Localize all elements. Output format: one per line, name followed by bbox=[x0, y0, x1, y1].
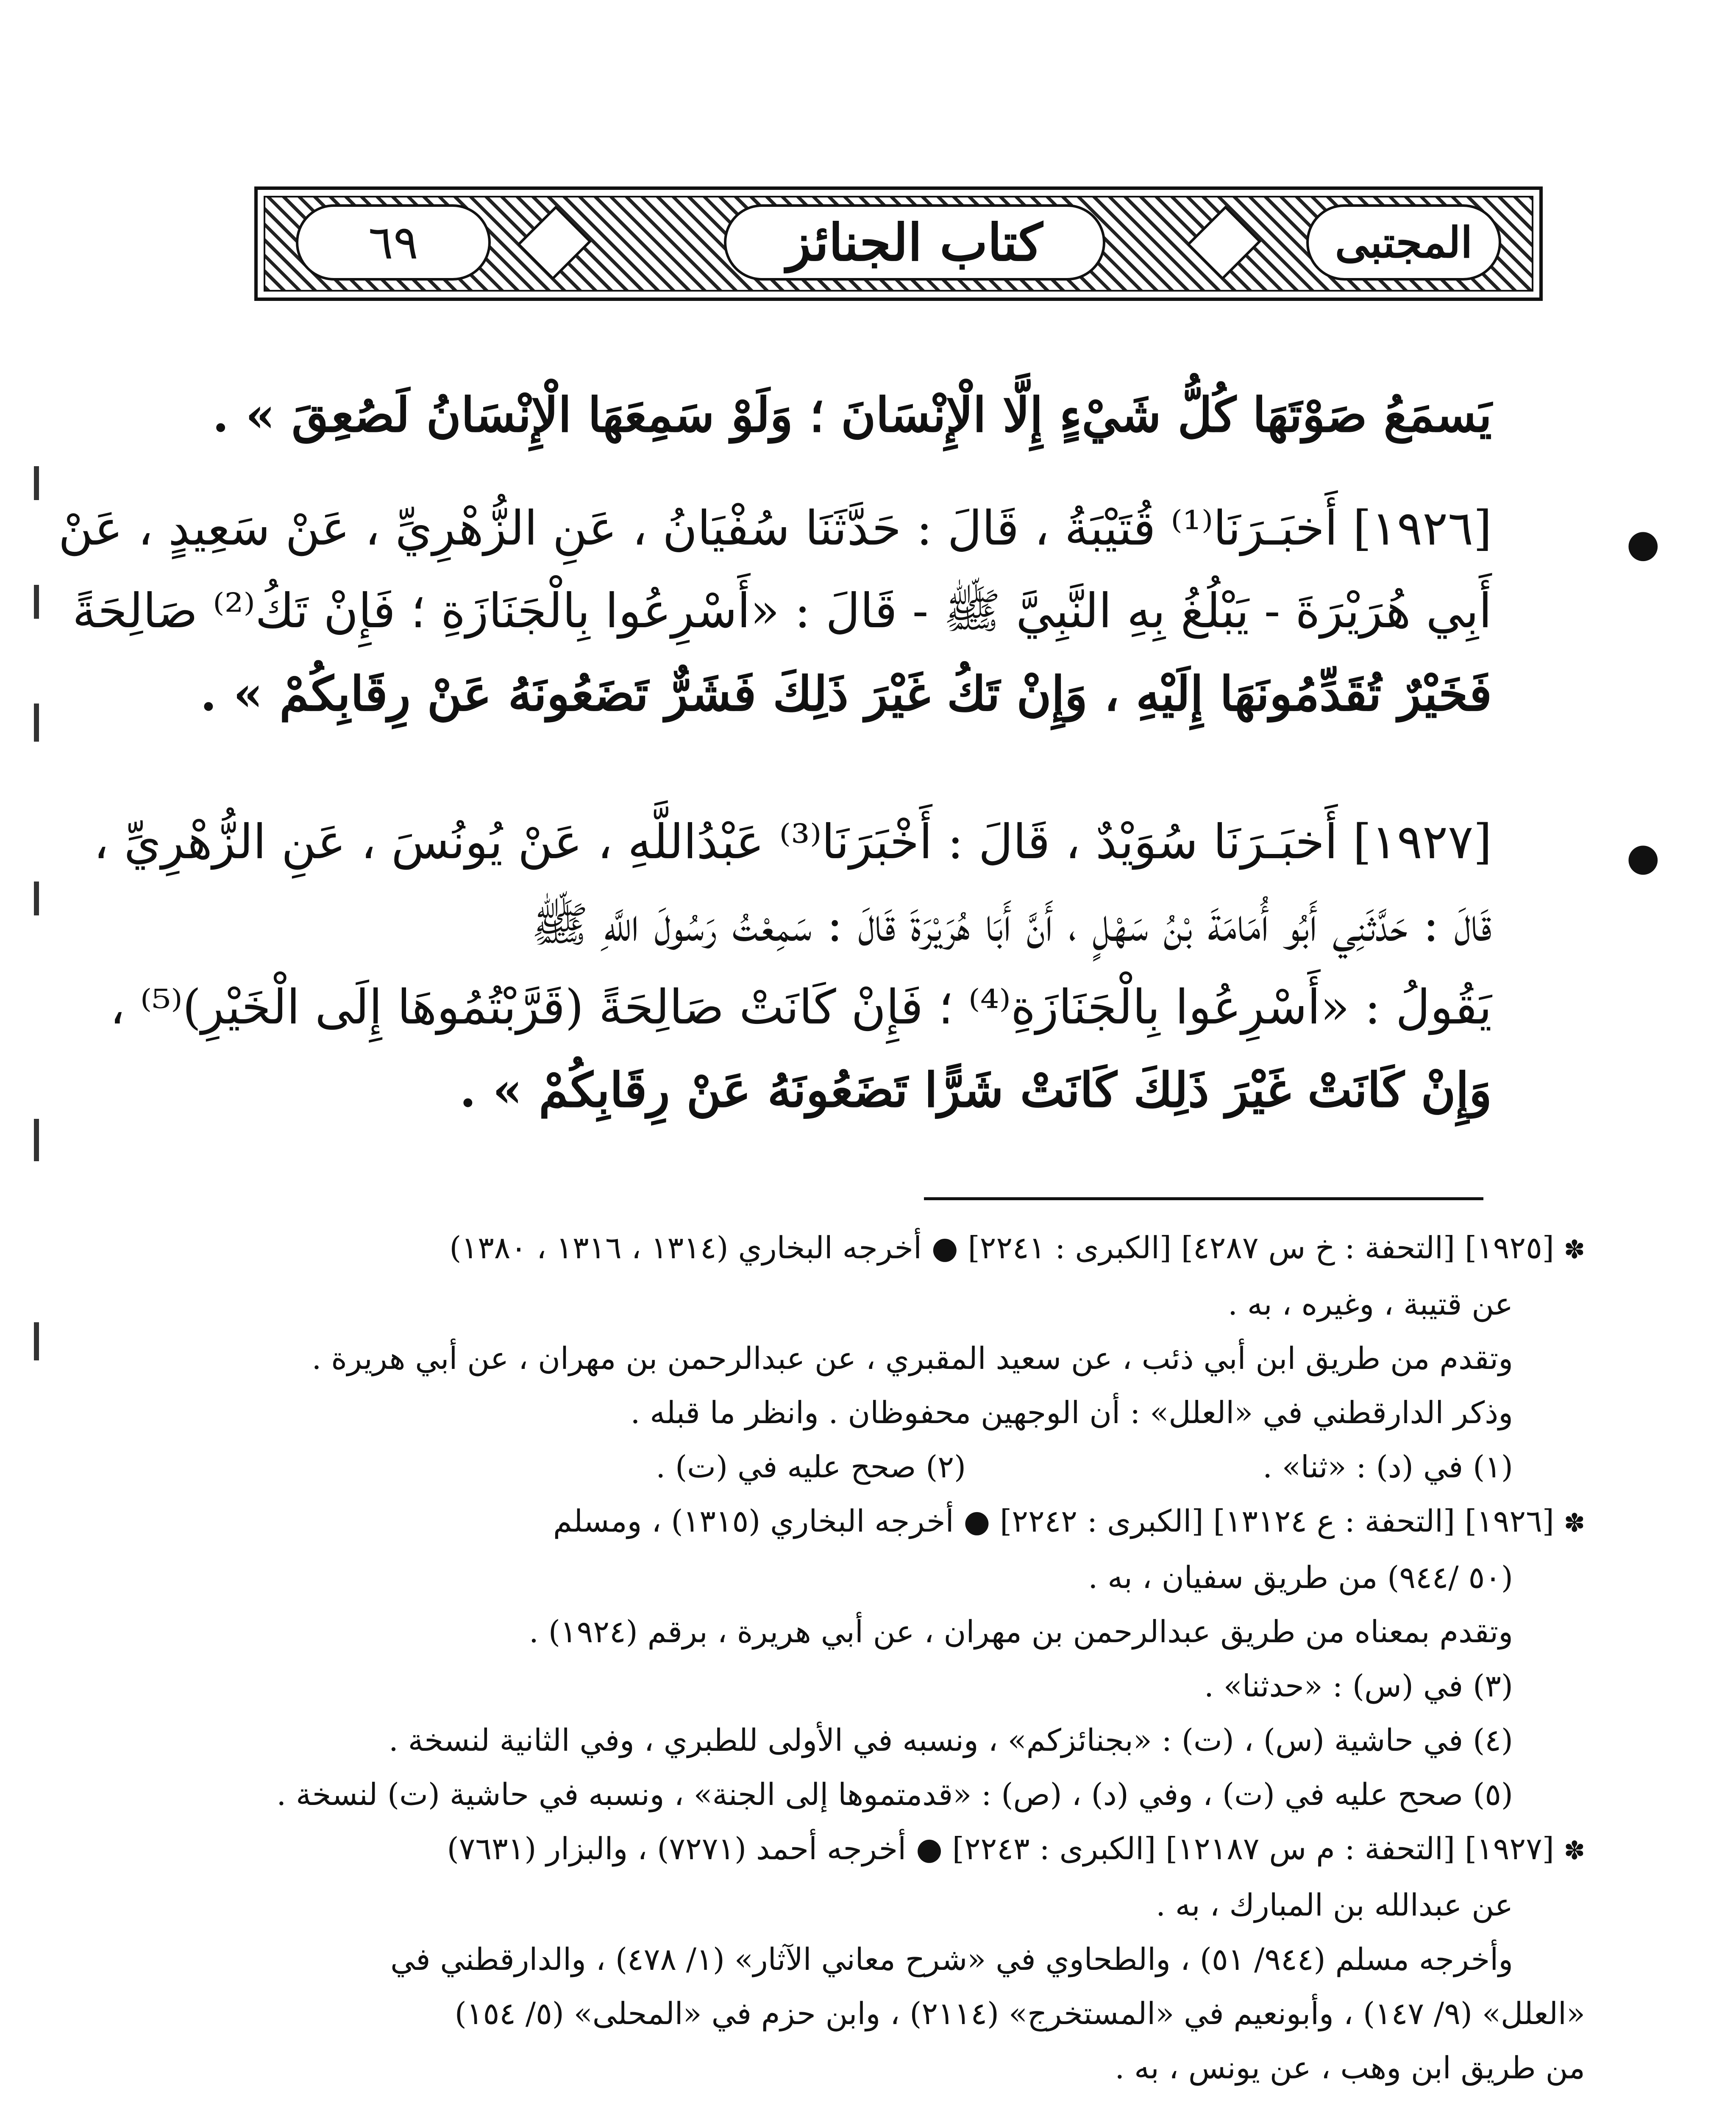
scan-mark bbox=[34, 704, 39, 742]
hadith-line: فَخَيْرٌ تُقَدِّمُونَهَا إِلَيْهِ ، وَإِنْ تَكُ غَيْرَ ذَلِكَ فَشَرٌّ تَضَعُونَهُ عَنْ رِقَابِكُمْ » . bbox=[200, 666, 1492, 722]
hadith-line: أَبِي هُرَيْرَةَ - يَبْلُغُ بِهِ النَّبِيَّ ﷺ - قَالَ : «أَسْرِعُوا بِالْجَنَازَةِ ؛ فَإِنْ تَكُ⁽²⁾ صَالِحَةً bbox=[72, 584, 1492, 639]
footnote-line: وذكر الدارقطني في «العلل» : أن الوجهين محفوظان . وانظر ما قبله . bbox=[630, 1395, 1513, 1430]
asterisk-icon: ✽ bbox=[1564, 1508, 1585, 1538]
bullet-icon: ● bbox=[1626, 835, 1660, 879]
footnotes bbox=[229, 1221, 1585, 2095]
footnote-line: «العلل» (٩/ ١٤٧) ، وأبونعيم في «المستخرج» (٢١١٤) ، وابن حزم في «المحلى» (٥/ ١٥٤) bbox=[454, 1996, 1585, 2031]
bullet-icon: ● bbox=[1626, 521, 1660, 566]
asterisk-icon: ✽ bbox=[1564, 1836, 1585, 1866]
footnote-line: (٤) في حاشية (س) ، (ت) : «بجنائزكم» ، ونسبه في الأولى للطبري ، وفي الثانية لنسخة . bbox=[389, 1722, 1513, 1758]
footnote-line: ✽ [١٩٢٥] [التحفة : خ س ٤٢٨٧] [الكبرى : ٢٢٤١] ● أخرجه البخاري (١٣١٤ ، ١٣١٦ ، ١٣٨٠) bbox=[449, 1230, 1585, 1265]
hadith-line: [١٩٢٧] أَخبَـرَنَا سُوَيْدٌ ، قَالَ : أَخْبَرَنَا⁽³⁾ عَبْدُاللَّهِ ، عَنْ يُونُسَ ، عَنِ الزُّهْرِيِّ ، bbox=[93, 815, 1492, 870]
page-number: ٦٩ bbox=[368, 215, 419, 270]
scan-mark bbox=[34, 1119, 39, 1161]
running-header bbox=[254, 186, 1543, 301]
footnote-line: (٥) صحح عليه في (ت) ، وفي (د) ، (ص) : «قدمتموها إلى الجنة» ، ونسبه في حاشية (ت) لنسخة . bbox=[276, 1777, 1513, 1812]
footnote-line: (١) في (د) : «ثنا» .(٢) صحح عليه في (ت) . bbox=[656, 1449, 1513, 1485]
footnote-line: وأخرجه مسلم (٩٤٤/ ٥١) ، والطحاوي في «شرح معاني الآثار» (١/ ٤٧٨) ، والدارقطني في bbox=[390, 1941, 1513, 1977]
hadith-line: قَالَ : حَدَّثَنِي أَبُو أُمَامَةَ بْنُ سَهْلٍ ، أَنَّ أَبَا هُرَيْرَةَ قَالَ : سَمِعْتُ رَسُولَ اللَّهِ ﷺ bbox=[531, 897, 1492, 952]
hadith-line: وَإِنْ كَانَتْ غَيْرَ ذَلِكَ كَانَتْ شَرًّا تَضَعُونَهُ عَنْ رِقَابِكُمْ » . bbox=[459, 1062, 1492, 1118]
hadith-line: [١٩٢٦] أَخبَـرَنَا⁽¹⁾ قُتَيْبَةُ ، قَالَ : حَدَّثَنَا سُفْيَانُ ، عَنِ الزُّهْرِيِّ ، عَنْ سَعِيدٍ ، عَنْ bbox=[58, 501, 1492, 556]
scan-mark bbox=[34, 585, 39, 619]
footnote-line: ✽ [١٩٢٦] [التحفة : ع ١٣١٢٤] [الكبرى : ٢٢٤٢] ● أخرجه البخاري (١٣١٥) ، ومسلم bbox=[553, 1503, 1585, 1539]
footnote-line: (٥٠ /٩٤٤) من طريق سفيان ، به . bbox=[1088, 1560, 1513, 1595]
book-title: المجتبى bbox=[1335, 217, 1473, 267]
scan-mark bbox=[34, 1322, 39, 1360]
footnote-separator bbox=[924, 1197, 1483, 1200]
scan-mark bbox=[34, 466, 39, 500]
chapter-title: كتاب الجنائز bbox=[786, 212, 1043, 273]
hadith-1927 bbox=[93, 801, 1492, 1132]
hadith-1926 bbox=[58, 487, 1492, 735]
footnote-line: (٣) في (س) : «حدثنا» . bbox=[1204, 1668, 1513, 1704]
scan-mark bbox=[34, 882, 39, 915]
footnote-line: ✽ [١٩٢٧] [التحفة : م س ١٢١٨٧] [الكبرى : ٢٢٤٣] ● أخرجه أحمد (٧٢٧١) ، والبزار (٧٦٣١) bbox=[447, 1831, 1585, 1866]
page-number-cartouche bbox=[296, 204, 491, 281]
opening-line: يَسمَعُ صَوْتَهَا كُلُّ شَيْءٍ إِلَّا الْإِنْسَانَ ؛ وَلَوْ سَمِعَهَا الْإِنْسَانُ لَصُعِقَ » . bbox=[212, 387, 1492, 443]
footnote-line: عن قتيبة ، وغيره ، به . bbox=[1228, 1286, 1513, 1322]
book-title-cartouche bbox=[1306, 204, 1501, 281]
footnote-line: وتقدم من طريق ابن أبي ذئب ، عن سعيد المقبري ، عن عبدالرحمن بن مهران ، عن أبي هريرة . bbox=[312, 1340, 1513, 1376]
footnote-line: من طريق ابن وهب ، عن يونس ، به . bbox=[1115, 2050, 1585, 2086]
asterisk-icon: ✽ bbox=[1564, 1235, 1585, 1265]
chapter-title-cartouche bbox=[724, 204, 1105, 281]
footnote-line: عن عبدالله بن المبارك ، به . bbox=[1156, 1887, 1513, 1923]
footnote-line: وتقدم بمعناه من طريق عبدالرحمن بن مهران ، عن أبي هريرة ، برقم (١٩٢٤) . bbox=[529, 1614, 1513, 1649]
hadith-line: يَقُولُ : «أَسْرِعُوا بِالْجَنَازَةِ⁽⁴⁾ ؛ فَإِنْ كَانَتْ صَالِحَةً (قَرَّبْتُمُوهَا إِلَى الْخَيْرِ)⁽⁵⁾ ، bbox=[110, 980, 1492, 1035]
